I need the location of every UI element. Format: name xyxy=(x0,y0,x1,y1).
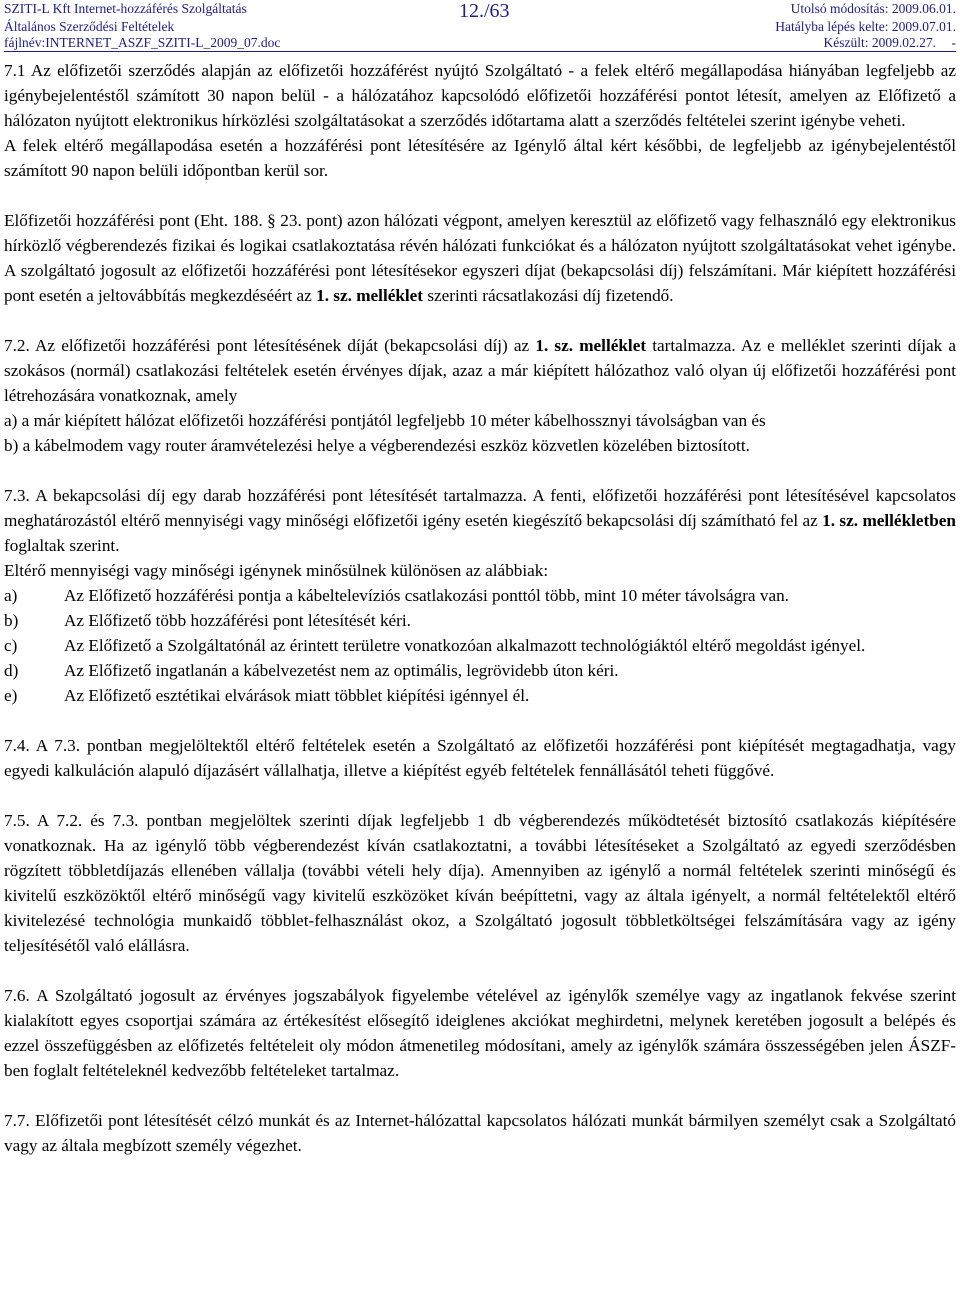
paragraph-7-4: 7.4. A 7.3. pontban megjelöltektől eltérő feltételek esetén a Szolgáltató az előfizetői hozzáférési pont kiépítését megtagadhatja, vagy egyedi kalkuláción alapuló díjazásért vállalhatja, illetve a kiépítést egyéb feltételek fennállásától teheti függővé. xyxy=(4,736,956,780)
paragraph-access-point-definition: Előfizetői hozzáférési pont (Eht. 188. § 23. pont) azon hálózati végpont, amelyen keresztül az előfizető vagy felhasználó egy elektronikus hírközlő végberendezés fizikai és logikai csatlakoztatása révén hálózati funkciókat és a hálózaton nyújtott szolgáltatásokat vehet igénybe. A szolgáltató jogosult az előfizetői hozzáférési pont létesítésekor egyszeri díjat (bekapcsolási díj) felszámítani. Már kiépített hozzáférési pont esetén a jeltovábbítás megkezdéséért az 1. sz. melléklet szerinti rácsatlakozási díj fizetendő. xyxy=(4,211,956,305)
paragraph-7-6: 7.6. A Szolgáltató jogosult az érvényes jogszabályok figyelembe vételével az igénylők személye vagy az ingatlanok fekvése szerint kialakított egyes csoportjai számára az értékesítést elősegítő ideiglenes akciókat meghirdetni, melynek keretében jogosult a belépés és ezzel összefüggésben az előfizetés feltételeit oly módon átmenetileg módosítani, amely az igénylők számára összességében jelen ÁSZF-ben foglalt feltételeknél kedvezőbb feltételeket tartalmaz. xyxy=(4,986,956,1080)
header-dash: - xyxy=(951,35,956,50)
header-effective-date: Hatályba lépés kelte: 2009.07.01. xyxy=(775,19,956,34)
paragraph-7-2-a: a) a már kiépített hálózat előfizetői hozzáférési pontjától legfeljebb 10 méter kábelhossznyi távolságban van és xyxy=(4,411,766,430)
paragraph-7-7: 7.7. Előfizetői pont létesítését célzó munkát és az Internet-hálózattal kapcsolatos hálózati munkát bármilyen személyt csak a Szolgáltató vagy az általa megbízott személy végezhet. xyxy=(4,1111,956,1155)
paragraph-7-2: 7.2. Az előfizetői hozzáférési pont létesítésének díját (bekapcsolási díj) az 1. sz. melléklet tartalmazza. Az e melléklet szerinti díjak a szokásos (normál) csatlakozási feltételek esetén érvényes díjak, azaz a már kiépített hálózathoz való olyan új előfizetői hozzáférési pont létrehozására vonatkoznak, amely xyxy=(4,336,957,405)
header-filename: fájlnév:INTERNET_ASZF_SZITI-L_2009_07.doc xyxy=(4,35,281,50)
paragraph-7-3: 7.3. A bekapcsolási díj egy darab hozzáférési pont létesítését tartalmazza. A fenti, előfizetői hozzáférési pont létesítésével kapcsolatos meghatározástól eltérő mennyiségi vagy minőségi előfizetői igény esetén kiegészítő bekapcsolási díj számítható fel az 1. sz. mellékletben foglaltak szerint. xyxy=(4,486,956,555)
list-item: a) Az Előfizető hozzáférési pontja a kábeltelevíziós csatlakozási ponttól több, mint 10 méter távolságra van. xyxy=(4,586,789,605)
header-doc-type: Általános Szerződési Feltételek xyxy=(4,19,175,34)
paragraph-7-3-intro: Eltérő mennyiségi vagy minőségi igénynek minősülnek különösen az alábbiak: xyxy=(4,561,549,580)
list-item: d) Az Előfizető ingatlanán a kábelvezetést nem az optimális, legrövidebb úton kéri. xyxy=(4,661,619,680)
page-header xyxy=(4,0,956,52)
list-item: e) Az Előfizető esztétikai elvárások miatt többlet kiépítési igénnyel él. xyxy=(4,686,530,705)
paragraph-7-2-b: b) a kábelmodem vagy router áramvételezési helye a végberendezési eszköz közvetlen közelében biztosított. xyxy=(4,436,750,455)
list-item: c) Az Előfizető a Szolgáltatónál az érintett területre vonatkozóan alkalmazott technológiáktól eltérő megoldást igényel. xyxy=(4,636,866,655)
header-last-modified: Utolsó módosítás: 2009.06.01. xyxy=(790,1,956,16)
document-body xyxy=(4,58,956,1158)
paragraph-7-1-b: A felek eltérő megállapodása esetén a hozzáférési pont létesítésére az Igénylő által kért későbbi, de legfeljebb az igénybejelentéstől számított 90 napon belüli időpontban kerül sor. xyxy=(4,136,956,180)
list-item: b) Az Előfizető több hozzáférési pont létesítését kéri. xyxy=(4,611,411,630)
header-divider xyxy=(4,51,956,52)
paragraph-7-1: 7.1 Az előfizetői szerződés alapján az előfizetői hozzáférést nyújtó Szolgáltató - a felek eltérő megállapodása hiányában legfeljebb az igénybejelentéstől számított 30 napon belül - a hálózatához kapcsolódó előfizetői hozzáférési pontot létesít, amelyen az Előfizető a hálózaton nyújtott elektronikus hírközlési szolgáltatásokat a szerződés időtartama alatt a szerződés feltételei szerint igénybe veheti. xyxy=(4,61,956,130)
header-page-number: 12./63 xyxy=(459,0,510,22)
header-company: SZITI-L Kft Internet-hozzáférés Szolgáltatás xyxy=(4,1,247,16)
paragraph-7-5: 7.5. A 7.2. és 7.3. pontban megjelöltek szerinti díjak legfeljebb 1 db végberendezés működtetését biztosító csatlakozás kiépítésére vonatkoznak. Ha az igénylő több végberendezést kíván csatlakoztatni, a további létesítéseket a Szolgáltató az egyedi szerződésben rögzített többletdíjazás ellenében vállalja (további vételi hely díja). Amennyiben az igénylő a normál feltételek szerinti minőségű és kivitelű eszközöktől eltérő minőségű vagy kivitelű eszközöket kíván beépíttetni, vagy az általa igényelt, a normál feltételektől eltérő kivitelezésé technológia munkaidő többlet-felhasználást okoz, a Szolgáltató jogosult többletköltségei felszámítására vagy az igény teljesítésétől való elállásra. xyxy=(4,811,956,955)
header-created: Készült: 2009.02.27. xyxy=(823,35,936,50)
